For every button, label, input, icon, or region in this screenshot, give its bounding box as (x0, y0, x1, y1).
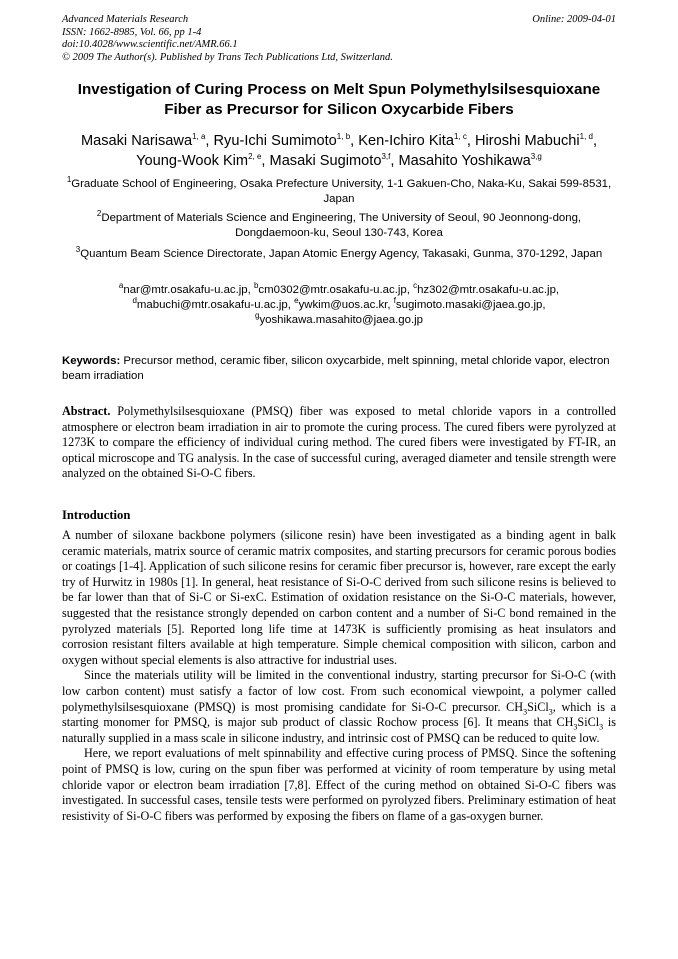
intro-text: is naturally supplied in a mass scale in silicone industry, and intrinsic cost of PMSQ can be reduced to quite low. (62, 715, 616, 745)
copyright-line: © 2009 The Author(s). Published by Trans Tech Publications Ltd, Switzerland. (62, 51, 393, 63)
author-sup: 3,g (530, 152, 542, 162)
email-link[interactable]: ywkim@uos.ac.kr, (298, 299, 391, 311)
affiliation-text: Quantum Beam Science Directorate, Japan Atomic Energy Agency, Takasaki, Gunma, 370-1292, Japan (80, 248, 603, 260)
author-emails (62, 283, 616, 328)
author-name: Ken-Ichiro Kita (358, 133, 454, 149)
email-sup: c (413, 281, 418, 291)
affiliation-number: 3 (75, 245, 81, 255)
affiliation-number: 1 (66, 175, 72, 185)
issn-line: ISSN: 1662-8985, Vol. 66, pp 1-4 (62, 26, 202, 38)
affiliation-3 (62, 247, 616, 262)
formula-subscript: 3 (548, 706, 553, 716)
author-name: Masaki Narisawa (80, 133, 193, 149)
abstract-text: Polymethylsilsesquioxane (PMSQ) fiber was exposed to metal chloride vapors in a controlled atmosphere or electron beam irradiation in air to promote the curing process. The cured fibers were pyrolyzed at 1273K to compare the efficiency of individual curing method. The cured fibers were investigated by FT-IR, an optical microscope and TG analysis. In the case of successful curing, averaged diameter and tensile strength were analyzed on the obtained Si-O-C fibers. (62, 404, 617, 481)
paper-title (55, 80, 623, 120)
author-name: Hiroshi Mabuchi (474, 133, 580, 149)
formula-subscript: 3 (523, 706, 528, 716)
email-sup: f (393, 296, 396, 306)
formula-part: CH (556, 715, 574, 730)
intro-paragraph-3: Here, we report evaluations of melt spinnability and effective curing process of PMSQ. Since the softening point of PMSQ is low, curing on the spun fiber was performed at vicinity of room temperature by using metal chloride vapor or electron beam irradiation [7,8]. Effect of the curing method on obtained Si-O-C fibers was investigated. In successful cases, tensile tests were performed on pyrolyzed fibers. Preliminary estimation of heat resistivity of Si-O-C fibers was performed by exposing the fibers on flame of a gas-oxygen burner. (62, 746, 616, 823)
author-list: Masaki Narisawa$^{1, a}$, Ryu-Ichi Sumimoto$^{1, b}$, Ken-Ichiro Kita$^{1, c}$, Hiroshi Mabuchi$^{1, d}$, Young-Wook Kim$^{2, e}$, Masaki Sugimoto$^{3,f}$, Masahito Yoshikawa$^{3,g}$ (80, 132, 598, 169)
formula-part: SiCl (577, 715, 600, 730)
affiliation-2 (62, 211, 616, 241)
email-link[interactable]: yoshikawa.masahito@jaea.go.jp (259, 314, 423, 326)
chemical-formula (556, 715, 604, 732)
email-link[interactable]: mabuchi@mtr.osakafu-u.ac.jp, (136, 299, 291, 311)
journal-header (62, 14, 616, 64)
email-sup: d (132, 296, 137, 306)
intro-paragraph-1: A number of siloxane backbone polymers (silicone resin) have been investigated as a binding agent in balk ceramic materials, matrix source of ceramic matrix composites, and starting precursors for ceramic porous bodies or coatings [1-4]. Application of such silicone resins for ceramic fiber precursor is, however, rare except the early try of Hurwitz in 1980s [1]. In general, heat resistance of Si-O-C derived from such silicone resins is believed to be far lower than that of Si-C or Si-exC. Estimation of oxidation resistance on the Si-O-C materials, however, suggested that the resistance strongly depended on carbon content and a number of Si-C bond remained in the pyrolyzed materials [5]. Reported long life time at 1473K is sufficiently promising as heat insulators and corrosion resistant filters available at high temperature. Simple chemical composition with silicon, carbon and oxygen without special elements is also attractive for industrial uses. (62, 528, 616, 667)
title-line-2: Fiber as Precursor for Silicon Oxycarbide Fibers (164, 101, 514, 118)
intro-text: , which is a starting monomer for PMSQ, is major sub product of classic Rochow process [6]. It means that (62, 699, 616, 730)
email-sup: g (255, 311, 260, 321)
email-link[interactable]: hz302@mtr.osakafu-u.ac.jp, (417, 284, 560, 296)
chemical-formula (506, 700, 553, 714)
author-name: Young-Wook Kim (136, 153, 249, 169)
author-sup: 1, b (336, 132, 351, 142)
author-name: Masahito Yoshikawa (398, 153, 531, 169)
author-name: Masaki Sugimoto (269, 153, 382, 169)
formula-subscript: 3 (573, 722, 578, 732)
affiliation-text: Graduate School of Engineering, Osaka Prefecture University, 1-1 Gakuen-Cho, Naka-Ku, Sakai 599-8531, Japan (71, 178, 612, 205)
intro-text: Since the materials utility will be limited in the conventional industry, starting precursor for Si-O-C (with low carbon content) must satisfy a factor of low cost. From such economical viewpoint, a polymer called polymethylsilsesquioxane (PMSQ) is most promising candidate for Si-O-C precursor. (62, 668, 616, 714)
email-sup: b (253, 281, 259, 291)
author-sup: 1, d (579, 132, 593, 142)
author-sup: 3,f (381, 152, 391, 162)
affiliation-1 (62, 177, 616, 207)
keywords-label: Keywords: (62, 355, 121, 367)
journal-name: Advanced Materials Research (62, 14, 189, 25)
email-link[interactable]: sugimoto.masaki@jaea.go.jp, (395, 299, 546, 311)
email-link[interactable]: cm0302@mtr.osakafu-u.ac.jp, (258, 284, 410, 296)
formula-subscript: 3 (599, 722, 604, 732)
affiliation-text: Department of Materials Science and Engineering, The University of Seoul, 90 Jeonnong-dong, Dongdaemoon-ku, Seoul 130-743, Korea (101, 212, 582, 239)
doi-line: doi:10.4028/www.scientific.net/AMR.66.1 (62, 39, 238, 50)
email-sup: a (118, 281, 124, 291)
author-sup: 1, c (453, 132, 467, 142)
section-heading-introduction: Introduction (62, 508, 131, 522)
abstract-label: Abstract. (62, 404, 111, 418)
title-line-1: Investigation of Curing Process on Melt Spun Polymethylsilsesquioxane (77, 81, 601, 98)
email-link[interactable]: nar@mtr.osakafu-u.ac.jp, (123, 284, 251, 296)
keywords-block (62, 354, 616, 384)
intro-paragraph-2 (62, 668, 616, 746)
abstract-block (62, 404, 616, 482)
online-date: Online: 2009-04-01 (532, 14, 616, 25)
affiliation-number: 2 (96, 209, 102, 219)
author-sup: 1, a (192, 132, 206, 142)
email-sup: e (294, 296, 299, 306)
formula-part: CH (506, 699, 524, 714)
keywords-text: Precursor method, ceramic fiber, silicon oxycarbide, melt spinning, metal chloride vapor, electron beam irradiation (62, 355, 610, 382)
formula-part: SiCl (527, 699, 549, 714)
author-name: Ryu-Ichi Sumimoto (213, 133, 337, 149)
introduction-body (62, 528, 616, 824)
author-sup: 2, e (248, 152, 262, 162)
